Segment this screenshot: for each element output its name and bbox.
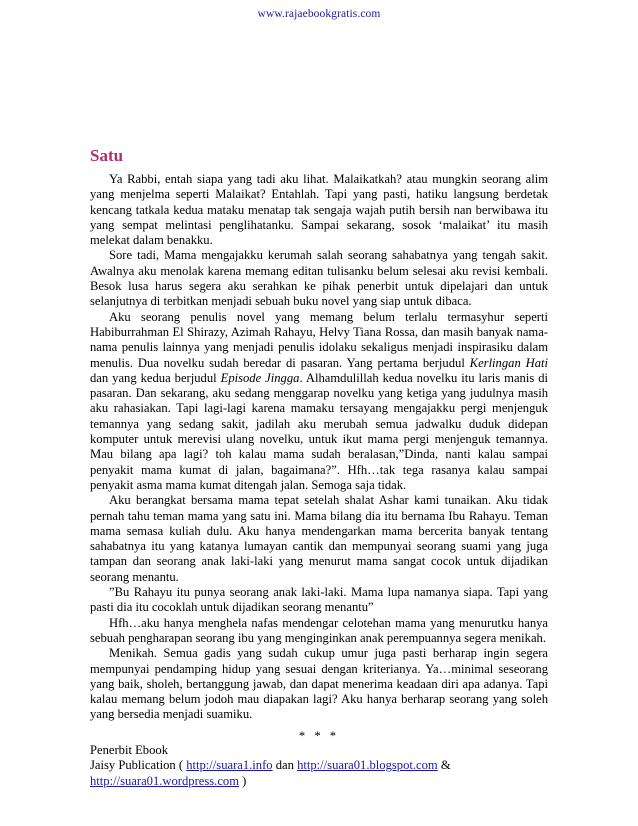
footer-links-line-2 <box>90 774 560 789</box>
footer-links-line <box>90 758 560 773</box>
paragraph-3-part-1: Aku seorang penulis novel yang memang belum terlalu termasyhur seperti Habiburrahman El Shirazy, Azimah Rahayu, Helvy Tiana Rossa, dan masih banyak nama-nama penulis lainnya yang menjadi penulis idolaku sekaligus menjadi inspirasiku dalam menulis. Dua novelku sudah beredar di pasaran. Yang pertama berjudul <box>90 309 548 370</box>
link-suara01-blogspot[interactable]: http://suara01.blogspot.com <box>297 758 438 773</box>
header-url: www.rajaebookgratis.com <box>257 8 381 20</box>
book-title-episode-jingga: Episode Jingga <box>220 370 300 385</box>
paragraph-3-part-3: . Alhamdulillah kedua novelku itu laris manis di pasaran. Dan sekarang, aku sedang menggarap novelku yang ketiga yang judulnya masih aku rahasiakan. Tapi lagi-lagi karena mamaku tersayang mengajakku pergi menjenguk temannya yang sedang sakit, jadilah aku merubah semua jadwalku duduk didepan komputer untuk merevisi ulang novelku, untuk ikut mama pergi menjenguk temannya. Mau bilang apa lagi? toh kalau mama sudah beralasan,”Dinda, nanti kalau sampai penyakit mama kumat di jalan, bagaimana?”. Hfh…tak tega rasanya kalau sampai penyakit asma mama kumat ditengah jalan. Semoga saja tidak. <box>90 370 549 492</box>
paragraph-6: Hfh…aku hanya menghela nafas mendengar celotehan mama yang menurutku hanya sebuah pengharapan seorang ibu yang menginginkan anak perempuannya segera menikah. <box>90 615 548 645</box>
chapter-title: Satu <box>90 146 124 165</box>
paragraph-1: Ya Rabbi, entah siapa yang tadi aku lihat. Malaikatkah? atau mungkin seorang alim yang menjelma seperti Malaikat? Entahlah. Tapi yang pasti, hatiku langsung berdetak kencang tatkala kedua mataku menatap tak sengaja wajah putih bersih nan berwibawa itu yang sempat melintasi penglihatanku. Sampai sekarang, sosok ‘malaikat’ itu masih melekat dalam benakku. <box>90 172 548 248</box>
chapter-body <box>90 172 548 744</box>
paragraph-2: Sore tadi, Mama mengajakku kerumah salah seorang sahabatnya yang tengah sakit. Awalnya aku menolak karena memang editan tulisanku belum selesai aku revisi kembali. Besok lusa harus segera aku serahkan ke pihak penerbit untuk dipelajari dan untuk selanjutnya di terbitkan menjadi sebuah buku novel yang siap untuk dibaca. <box>90 248 548 309</box>
paragraph-4: Aku berangkat bersama mama tepat setelah shalat Ashar kami tunaikan. Aku tidak pernah tahu teman mama yang satu ini. Mama bilang dia itu bernama Ibu Rahayu. Teman mama semasa kuliah dulu. Aku hanya mendengarkan mama bercerita banyak tentang sahabatnya itu yang katanya lumayan cantik dan mempunyai seorang suami yang juga tampan dan seorang anak laki-laki yang menurut mama sangat cocok untuk dijadikan seorang menantu. <box>90 493 548 584</box>
paragraph-7: Menikah. Semua gadis yang sudah cukup umur juga pasti berharap ingin segera mempunyai pendamping hidup yang sesuai dengan kriterianya. Ya…minimal seseorang yang baik, sholeh, bertanggung jawab, dan dapat menerima keadaan diri apa adanya. Tapi kalau memang belum jodoh mau diapakan lagi? Aku hanya berharap seorang yang soleh yang bersedia menjadi suamiku. <box>90 646 548 722</box>
link-suara01-wordpress[interactable]: http://suara01.wordpress.com <box>90 773 239 788</box>
paragraph-5: ”Bu Rahayu itu punya seorang anak laki-laki. Mama lupa namanya siapa. Tapi yang pasti dia itu cocoklah untuk dijadikan seorang menantu” <box>90 585 548 615</box>
book-title-kerlingan-hati: Kerlingan Hati <box>469 355 548 370</box>
footer-ampersand: & <box>437 758 451 773</box>
footer-publisher-label: Penerbit Ebook <box>90 743 168 757</box>
footer-publisher-name: Jaisy Publication ( <box>90 758 187 773</box>
paragraph-3-part-2: dan yang kedua berjudul <box>90 370 221 385</box>
paragraph-3 <box>90 310 548 494</box>
section-divider: * * * <box>298 728 340 743</box>
footer-and: dan <box>272 758 298 773</box>
link-suara1-info[interactable]: http://suara1.info <box>186 758 273 773</box>
footer-close-paren: ) <box>239 773 247 788</box>
footer <box>90 743 560 789</box>
